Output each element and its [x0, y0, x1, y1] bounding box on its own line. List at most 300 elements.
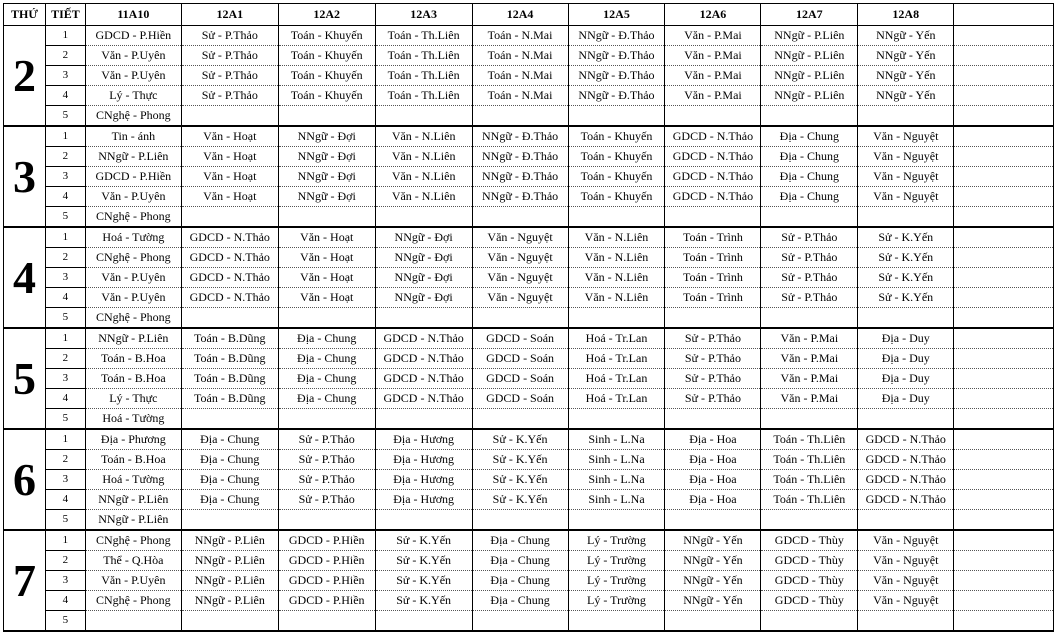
lesson-cell: Sử - P.Thảo: [278, 429, 375, 450]
table-row: [4, 611, 1054, 632]
lesson-cell: Toán - Khuyến: [568, 126, 665, 147]
lesson-cell: GDCD - N.Thảo: [858, 450, 954, 470]
lesson-cell: Văn - P.Mai: [761, 389, 858, 409]
lesson-cell: Địa - Duy: [858, 369, 954, 389]
lesson-cell: [954, 369, 1054, 389]
lesson-cell: GDCD - N.Thảo: [665, 187, 761, 207]
lesson-cell: Hoá - Tr.Lan: [568, 349, 665, 369]
lesson-cell: [858, 510, 954, 531]
lesson-cell: Toán - Th.Liên: [761, 470, 858, 490]
lesson-cell: [568, 510, 665, 531]
lesson-cell: [954, 126, 1054, 147]
lesson-cell: Sử - K.Yến: [858, 227, 954, 248]
lesson-cell: GDCD - N.Thảo: [181, 227, 278, 248]
lesson-cell: Sử - K.Yến: [375, 571, 472, 591]
lesson-cell: Sử - P.Thảo: [181, 66, 278, 86]
period-number: 1: [45, 429, 85, 450]
period-number: 2: [45, 551, 85, 571]
table-row: [4, 268, 1054, 288]
lesson-cell: [181, 510, 278, 531]
period-number: 4: [45, 86, 85, 106]
period-number: 1: [45, 328, 85, 349]
lesson-cell: GDCD - P.Hiền: [278, 551, 375, 571]
lesson-cell: [761, 106, 858, 127]
period-number: 1: [45, 26, 85, 46]
lesson-cell: Sử - P.Thảo: [761, 288, 858, 308]
lesson-cell: Sử - K.Yến: [375, 551, 472, 571]
lesson-cell: Văn - P.Mai: [761, 369, 858, 389]
lesson-cell: GDCD - P.Hiền: [85, 26, 181, 46]
lesson-cell: [954, 530, 1054, 551]
lesson-cell: NNgữ - Đ.Thảo: [472, 187, 568, 207]
lesson-cell: GDCD - N.Thảo: [375, 349, 472, 369]
lesson-cell: Địa - Chung: [761, 147, 858, 167]
lesson-cell: Văn - Nguyệt: [858, 167, 954, 187]
lesson-cell: [954, 490, 1054, 510]
lesson-cell: [954, 450, 1054, 470]
lesson-cell: [278, 106, 375, 127]
lesson-cell: NNgữ - Yến: [858, 46, 954, 66]
lesson-cell: [954, 167, 1054, 187]
header-class: 12A2: [278, 4, 375, 26]
lesson-cell: GDCD - P.Hiền: [85, 167, 181, 187]
lesson-cell: Văn - P.Uyên: [85, 288, 181, 308]
lesson-cell: [761, 510, 858, 531]
lesson-cell: NNgữ - P.Liên: [181, 571, 278, 591]
lesson-cell: [954, 207, 1054, 228]
lesson-cell: Địa - Hương: [375, 450, 472, 470]
lesson-cell: Sử - P.Thảo: [665, 328, 761, 349]
lesson-cell: NNgữ - Yến: [858, 66, 954, 86]
lesson-cell: Lý - Trường: [568, 591, 665, 611]
period-number: 5: [45, 510, 85, 531]
lesson-cell: Sử - K.Yến: [472, 470, 568, 490]
lesson-cell: [954, 409, 1054, 430]
lesson-cell: Toán - Th.Liên: [375, 66, 472, 86]
lesson-cell: NNgữ - P.Liên: [181, 591, 278, 611]
lesson-cell: Sử - P.Thảo: [761, 268, 858, 288]
lesson-cell: Địa - Hương: [375, 490, 472, 510]
period-number: 5: [45, 106, 85, 127]
lesson-cell: CNghệ - Phong: [85, 530, 181, 551]
lesson-cell: [181, 409, 278, 430]
lesson-cell: [472, 409, 568, 430]
lesson-cell: CNghệ - Phong: [85, 308, 181, 329]
lesson-cell: [954, 389, 1054, 409]
lesson-cell: Tin - ánh: [85, 126, 181, 147]
period-number: 4: [45, 490, 85, 510]
lesson-cell: Văn - P.Mai: [665, 46, 761, 66]
lesson-cell: [568, 308, 665, 329]
lesson-cell: Văn - N.Liên: [568, 268, 665, 288]
period-number: 5: [45, 611, 85, 632]
period-number: 1: [45, 126, 85, 147]
table-row: [4, 308, 1054, 329]
lesson-cell: Văn - Nguyệt: [472, 288, 568, 308]
lesson-cell: Văn - Hoạt: [181, 187, 278, 207]
lesson-cell: [181, 207, 278, 228]
lesson-cell: Sử - K.Yến: [858, 268, 954, 288]
lesson-cell: Địa - Chung: [472, 571, 568, 591]
day-label: 3: [4, 126, 46, 227]
lesson-cell: NNgữ - Đợi: [375, 248, 472, 268]
lesson-cell: Toán - Trình: [665, 268, 761, 288]
lesson-cell: [375, 510, 472, 531]
lesson-cell: Toán - B.Dũng: [181, 389, 278, 409]
lesson-cell: GDCD - N.Thảo: [665, 126, 761, 147]
lesson-cell: Văn - N.Liên: [375, 187, 472, 207]
table-row: [4, 86, 1054, 106]
lesson-cell: Văn - P.Mai: [665, 66, 761, 86]
lesson-cell: [665, 510, 761, 531]
lesson-cell: [375, 409, 472, 430]
lesson-cell: Văn - Hoạt: [278, 288, 375, 308]
lesson-cell: GDCD - Soán: [472, 328, 568, 349]
lesson-cell: Văn - P.Uyên: [85, 187, 181, 207]
lesson-cell: NNgữ - Đ.Thảo: [472, 147, 568, 167]
lesson-cell: [568, 207, 665, 228]
timetable: [3, 3, 1054, 632]
header-class: 12A8: [858, 4, 954, 26]
lesson-cell: [278, 308, 375, 329]
table-row: [4, 66, 1054, 86]
lesson-cell: GDCD - N.Thảo: [181, 268, 278, 288]
lesson-cell: [665, 308, 761, 329]
lesson-cell: Thể - Q.Hòa: [85, 551, 181, 571]
lesson-cell: [181, 106, 278, 127]
lesson-cell: Địa - Chung: [761, 126, 858, 147]
lesson-cell: Toán - Trình: [665, 227, 761, 248]
lesson-cell: Địa - Chung: [278, 328, 375, 349]
lesson-cell: [858, 207, 954, 228]
lesson-cell: NNgữ - Đ.Thảo: [568, 86, 665, 106]
lesson-cell: [181, 611, 278, 632]
lesson-cell: GDCD - Soán: [472, 349, 568, 369]
lesson-cell: Toán - B.Dũng: [181, 369, 278, 389]
lesson-cell: NNgữ - P.Liên: [761, 86, 858, 106]
period-number: 5: [45, 207, 85, 228]
lesson-cell: [375, 106, 472, 127]
lesson-cell: Văn - Hoạt: [181, 126, 278, 147]
lesson-cell: Lý - Trường: [568, 551, 665, 571]
period-number: 3: [45, 369, 85, 389]
lesson-cell: Địa - Hoa: [665, 450, 761, 470]
lesson-cell: Toán - B.Dũng: [181, 328, 278, 349]
lesson-cell: Địa - Chung: [761, 167, 858, 187]
timetable-body: [4, 26, 1054, 632]
table-row: [4, 26, 1054, 46]
lesson-cell: Sử - K.Yến: [472, 450, 568, 470]
lesson-cell: Toán - Th.Liên: [375, 46, 472, 66]
table-row: [4, 126, 1054, 147]
lesson-cell: GDCD - N.Thảo: [375, 369, 472, 389]
lesson-cell: [278, 409, 375, 430]
period-number: 4: [45, 187, 85, 207]
lesson-cell: NNgữ - P.Liên: [85, 147, 181, 167]
lesson-cell: GDCD - Soán: [472, 389, 568, 409]
lesson-cell: Sử - K.Yến: [858, 248, 954, 268]
lesson-cell: NNgữ - Đ.Thảo: [472, 126, 568, 147]
lesson-cell: Văn - P.Uyên: [85, 268, 181, 288]
lesson-cell: NNgữ - P.Liên: [761, 26, 858, 46]
lesson-cell: [278, 611, 375, 632]
day-label: 2: [4, 26, 46, 127]
lesson-cell: GDCD - N.Thảo: [375, 389, 472, 409]
header-class: 12A1: [181, 4, 278, 26]
lesson-cell: [472, 106, 568, 127]
lesson-cell: Toán - Th.Liên: [375, 86, 472, 106]
lesson-cell: Hoá - Tường: [85, 227, 181, 248]
lesson-cell: [761, 409, 858, 430]
table-row: [4, 349, 1054, 369]
lesson-cell: Sinh - L.Na: [568, 450, 665, 470]
table-row: [4, 288, 1054, 308]
lesson-cell: [954, 470, 1054, 490]
lesson-cell: [954, 187, 1054, 207]
lesson-cell: GDCD - N.Thảo: [665, 147, 761, 167]
lesson-cell: [761, 308, 858, 329]
lesson-cell: Văn - Hoạt: [278, 268, 375, 288]
lesson-cell: NNgữ - Yến: [858, 26, 954, 46]
lesson-cell: [954, 288, 1054, 308]
lesson-cell: Toán - Khuyến: [278, 26, 375, 46]
lesson-cell: Văn - Nguyệt: [472, 248, 568, 268]
lesson-cell: [858, 611, 954, 632]
lesson-cell: Văn - Hoạt: [278, 227, 375, 248]
lesson-cell: Sinh - L.Na: [568, 490, 665, 510]
lesson-cell: [954, 268, 1054, 288]
lesson-cell: Địa - Duy: [858, 349, 954, 369]
period-number: 3: [45, 571, 85, 591]
lesson-cell: Địa - Chung: [761, 187, 858, 207]
lesson-cell: NNgữ - Đợi: [278, 187, 375, 207]
lesson-cell: Toán - Khuyến: [568, 147, 665, 167]
day-label: 5: [4, 328, 46, 429]
period-number: 4: [45, 288, 85, 308]
lesson-cell: Lý - Trường: [568, 571, 665, 591]
lesson-cell: GDCD - P.Hiền: [278, 571, 375, 591]
lesson-cell: Sử - P.Thảo: [181, 86, 278, 106]
lesson-cell: Sử - P.Thảo: [278, 490, 375, 510]
period-number: 5: [45, 409, 85, 430]
lesson-cell: Hoá - Tường: [85, 470, 181, 490]
lesson-cell: Toán - Khuyến: [568, 167, 665, 187]
lesson-cell: NNgữ - P.Liên: [85, 328, 181, 349]
lesson-cell: Văn - N.Liên: [568, 288, 665, 308]
lesson-cell: Toán - N.Mai: [472, 66, 568, 86]
table-row: [4, 429, 1054, 450]
lesson-cell: Sử - P.Thảo: [761, 248, 858, 268]
lesson-cell: [761, 611, 858, 632]
lesson-cell: GDCD - N.Thảo: [858, 470, 954, 490]
table-row: [4, 510, 1054, 531]
lesson-cell: GDCD - Thùy: [761, 551, 858, 571]
lesson-cell: Toán - B.Hoa: [85, 450, 181, 470]
table-row: [4, 167, 1054, 187]
lesson-cell: Địa - Chung: [278, 389, 375, 409]
day-label: 4: [4, 227, 46, 328]
lesson-cell: [375, 207, 472, 228]
lesson-cell: Địa - Chung: [181, 470, 278, 490]
lesson-cell: Văn - Nguyệt: [858, 126, 954, 147]
table-row: [4, 187, 1054, 207]
lesson-cell: NNgữ - P.Liên: [181, 530, 278, 551]
header-class: 12A4: [472, 4, 568, 26]
table-row: [4, 248, 1054, 268]
lesson-cell: [472, 308, 568, 329]
lesson-cell: GDCD - Thùy: [761, 591, 858, 611]
lesson-cell: Địa - Phương: [85, 429, 181, 450]
lesson-cell: GDCD - N.Thảo: [375, 328, 472, 349]
lesson-cell: NNgữ - Yến: [665, 591, 761, 611]
lesson-cell: GDCD - Thùy: [761, 571, 858, 591]
lesson-cell: Địa - Duy: [858, 389, 954, 409]
lesson-cell: Toán - Trình: [665, 288, 761, 308]
lesson-cell: [278, 207, 375, 228]
table-row: [4, 106, 1054, 127]
lesson-cell: Toán - Khuyến: [568, 187, 665, 207]
lesson-cell: GDCD - P.Hiền: [278, 530, 375, 551]
lesson-cell: Sinh - L.Na: [568, 470, 665, 490]
lesson-cell: Địa - Hương: [375, 429, 472, 450]
lesson-cell: Sử - P.Thảo: [665, 389, 761, 409]
lesson-cell: NNgữ - Đợi: [375, 268, 472, 288]
period-number: 3: [45, 268, 85, 288]
lesson-cell: Văn - Nguyệt: [858, 551, 954, 571]
table-row: [4, 591, 1054, 611]
lesson-cell: Địa - Hoa: [665, 490, 761, 510]
period-number: 3: [45, 167, 85, 187]
lesson-cell: Địa - Hoa: [665, 429, 761, 450]
lesson-cell: Hoá - Tr.Lan: [568, 369, 665, 389]
header-class: 12A7: [761, 4, 858, 26]
lesson-cell: Văn - N.Liên: [568, 248, 665, 268]
lesson-cell: Toán - B.Dũng: [181, 349, 278, 369]
lesson-cell: [954, 147, 1054, 167]
lesson-cell: [278, 510, 375, 531]
lesson-cell: CNghệ - Phong: [85, 248, 181, 268]
lesson-cell: [665, 409, 761, 430]
lesson-cell: [472, 611, 568, 632]
lesson-cell: Văn - Nguyệt: [858, 147, 954, 167]
lesson-cell: [954, 349, 1054, 369]
lesson-cell: [954, 26, 1054, 46]
lesson-cell: NNgữ - Đ.Thảo: [568, 66, 665, 86]
lesson-cell: Sử - P.Thảo: [278, 470, 375, 490]
lesson-cell: Văn - P.Uyên: [85, 571, 181, 591]
lesson-cell: Văn - N.Liên: [568, 227, 665, 248]
lesson-cell: GDCD - N.Thảo: [858, 429, 954, 450]
lesson-cell: [954, 227, 1054, 248]
lesson-cell: [858, 106, 954, 127]
table-row: [4, 470, 1054, 490]
lesson-cell: CNghệ - Phong: [85, 207, 181, 228]
lesson-cell: [954, 571, 1054, 591]
lesson-cell: NNgữ - Yến: [665, 551, 761, 571]
lesson-cell: GDCD - N.Thảo: [665, 167, 761, 187]
lesson-cell: Văn - N.Liên: [375, 147, 472, 167]
period-number: 2: [45, 450, 85, 470]
lesson-cell: NNgữ - P.Liên: [761, 46, 858, 66]
lesson-cell: NNgữ - P.Liên: [85, 490, 181, 510]
lesson-cell: [954, 611, 1054, 632]
lesson-cell: [954, 328, 1054, 349]
period-number: 2: [45, 349, 85, 369]
header-class: 12A3: [375, 4, 472, 26]
lesson-cell: [954, 106, 1054, 127]
lesson-cell: Hoá - Tr.Lan: [568, 389, 665, 409]
lesson-cell: Lý - Thực: [85, 389, 181, 409]
lesson-cell: [954, 591, 1054, 611]
lesson-cell: GDCD - Thùy: [761, 530, 858, 551]
lesson-cell: Toán - Th.Liên: [761, 450, 858, 470]
lesson-cell: Văn - P.Uyên: [85, 46, 181, 66]
lesson-cell: Toán - B.Hoa: [85, 369, 181, 389]
lesson-cell: Địa - Chung: [181, 450, 278, 470]
lesson-cell: Địa - Chung: [278, 369, 375, 389]
lesson-cell: GDCD - Soán: [472, 369, 568, 389]
lesson-cell: Địa - Chung: [181, 490, 278, 510]
lesson-cell: NNgữ - P.Liên: [85, 510, 181, 531]
period-number: 3: [45, 66, 85, 86]
lesson-cell: GDCD - N.Thảo: [858, 490, 954, 510]
lesson-cell: Văn - Nguyệt: [858, 187, 954, 207]
header-class: [954, 4, 1054, 26]
lesson-cell: CNghệ - Phong: [85, 106, 181, 127]
lesson-cell: Văn - Nguyệt: [472, 268, 568, 288]
lesson-cell: Lý - Thực: [85, 86, 181, 106]
lesson-cell: NNgữ - Đ.Thảo: [568, 26, 665, 46]
lesson-cell: [954, 66, 1054, 86]
header-row: [4, 4, 1054, 26]
lesson-cell: NNgữ - Yến: [665, 571, 761, 591]
lesson-cell: [568, 106, 665, 127]
lesson-cell: [954, 86, 1054, 106]
lesson-cell: NNgữ - Yến: [858, 86, 954, 106]
lesson-cell: Sử - K.Yến: [472, 490, 568, 510]
lesson-cell: Toán - Th.Liên: [375, 26, 472, 46]
lesson-cell: Văn - P.Mai: [665, 86, 761, 106]
lesson-cell: Văn - Nguyệt: [472, 227, 568, 248]
period-number: 2: [45, 248, 85, 268]
lesson-cell: Sử - P.Thảo: [761, 227, 858, 248]
lesson-cell: [568, 409, 665, 430]
table-row: [4, 389, 1054, 409]
lesson-cell: [568, 611, 665, 632]
lesson-cell: [954, 510, 1054, 531]
lesson-cell: [954, 46, 1054, 66]
lesson-cell: [665, 106, 761, 127]
table-row: [4, 551, 1054, 571]
table-row: [4, 207, 1054, 228]
lesson-cell: NNgữ - Yến: [665, 530, 761, 551]
lesson-cell: [181, 308, 278, 329]
lesson-cell: GDCD - P.Hiền: [278, 591, 375, 611]
table-row: [4, 530, 1054, 551]
period-number: 2: [45, 147, 85, 167]
lesson-cell: [858, 409, 954, 430]
lesson-cell: [858, 308, 954, 329]
lesson-cell: [954, 429, 1054, 450]
lesson-cell: NNgữ - Đợi: [375, 288, 472, 308]
header-class: 12A6: [665, 4, 761, 26]
lesson-cell: Địa - Chung: [472, 591, 568, 611]
table-row: [4, 409, 1054, 430]
lesson-cell: Văn - Nguyệt: [858, 591, 954, 611]
lesson-cell: Sử - K.Yến: [472, 429, 568, 450]
lesson-cell: Văn - Hoạt: [181, 167, 278, 187]
lesson-cell: NNgữ - Đ.Thảo: [568, 46, 665, 66]
